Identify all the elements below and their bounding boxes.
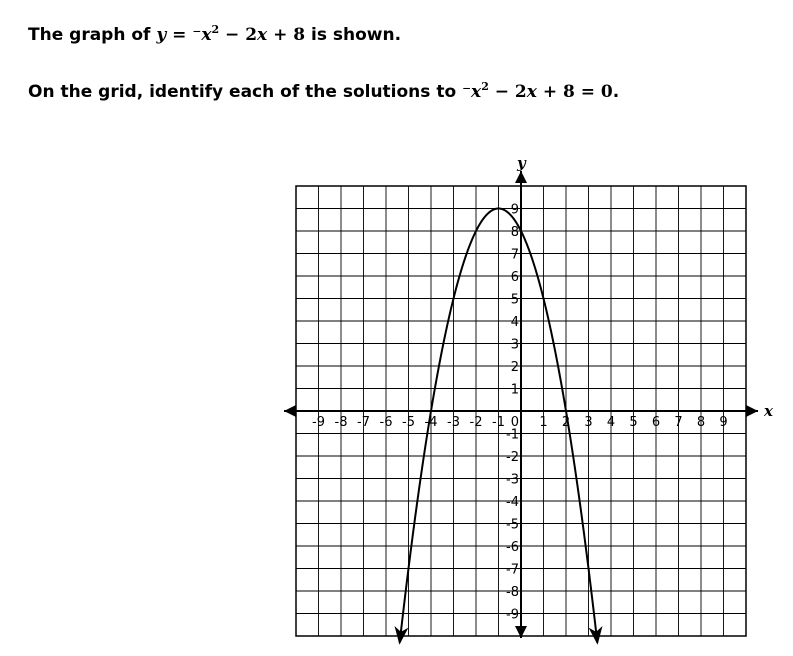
- x-axis-label: x: [764, 402, 773, 420]
- x-tick-label: 7: [674, 415, 683, 430]
- x-tick-label: -3: [447, 415, 460, 430]
- x-tick-label: 9: [719, 415, 728, 430]
- x-tick-label: -7: [357, 415, 370, 430]
- x-tick-label: 3: [584, 415, 593, 430]
- x-tick-label: 8: [696, 415, 706, 430]
- y-tick-label: 4: [510, 315, 519, 330]
- x-axis-arrow-left: [284, 405, 296, 417]
- x-tick-label: 2: [561, 415, 571, 430]
- y-tick-label: -6: [506, 540, 519, 555]
- y-tick-label: 6: [510, 270, 519, 285]
- y-tick-label: -7: [506, 562, 519, 578]
- x-tick-label: 5: [629, 415, 638, 430]
- y-tick-label: -9: [506, 607, 519, 623]
- axes: [284, 171, 758, 638]
- y-tick-label: 7: [510, 247, 519, 263]
- y-tick-label: 2: [510, 360, 519, 375]
- y-tick-label: -1: [506, 427, 519, 443]
- x-tick-label: 1: [539, 415, 548, 430]
- y-tick-label: -4: [506, 495, 519, 510]
- x-tick-label: 6: [651, 415, 661, 430]
- origin-label: 0: [510, 415, 519, 430]
- y-tick-label: 5: [510, 292, 519, 308]
- question-line-2-after: .: [612, 82, 620, 102]
- x-tick-label: -4: [424, 415, 438, 430]
- equation-y-expression: $y = ^-x^2 - 2x + 8$: [156, 23, 306, 45]
- y-tick-label: -2: [506, 450, 519, 465]
- x-tick-label: -6: [379, 415, 393, 430]
- x-tick-label: -5: [402, 415, 415, 430]
- tick-labels: [312, 203, 728, 623]
- y-tick-label: -5: [506, 517, 519, 533]
- y-axis-label: y: [517, 154, 526, 172]
- y-tick-label: 1: [510, 382, 519, 398]
- y-tick-label: 9: [510, 202, 519, 218]
- question-line-2-before: On the grid, identify each of the solutions to: [28, 82, 463, 102]
- x-tick-label: -1: [492, 415, 505, 430]
- question-line-1-after: is shown.: [305, 25, 402, 45]
- y-tick-label: -8: [506, 585, 519, 600]
- y-axis-arrow-up: [515, 171, 527, 183]
- x-axis-arrow-right: [746, 405, 758, 417]
- question-line-1-before: The graph of: [28, 25, 157, 45]
- x-tick-label: 4: [606, 415, 616, 430]
- y-tick-label: -3: [506, 472, 519, 488]
- x-tick-label: -2: [469, 415, 483, 430]
- y-tick-label: 8: [510, 225, 519, 240]
- equation-zero-expression: $^-x^2 - 2x + 8 = 0$: [462, 80, 613, 102]
- y-tick-label: 3: [510, 337, 519, 353]
- x-tick-label: -9: [312, 415, 325, 430]
- x-tick-label: -8: [334, 415, 348, 430]
